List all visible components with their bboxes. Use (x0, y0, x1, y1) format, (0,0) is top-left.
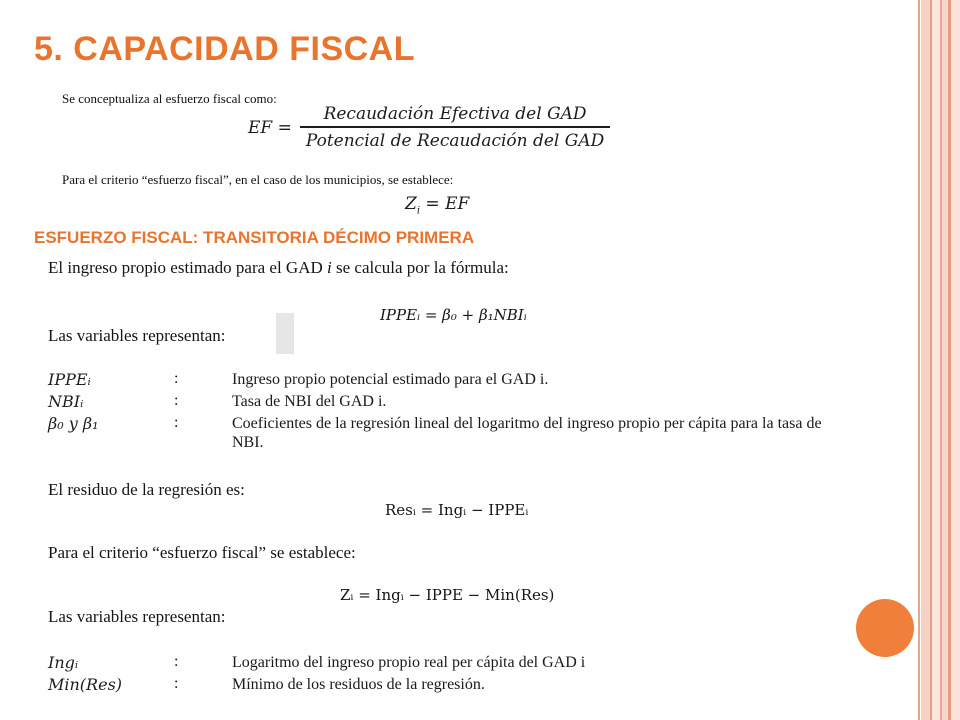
ef-formula-lhs: EF = (248, 117, 292, 138)
ef-fraction (300, 104, 610, 151)
definition-symbol: Min(Res) (48, 675, 123, 694)
definition-colon: : (174, 370, 179, 387)
intro-text: Se conceptualiza al esfuerzo fiscal como: (62, 91, 277, 106)
definition-row (48, 675, 848, 694)
criterio-text: Para el criterio “esfuerzo fiscal” se establece: (48, 543, 356, 562)
definition-colon: : (174, 414, 179, 431)
definition-symbol: NBIᵢ (48, 392, 84, 411)
side-border-band (932, 0, 940, 720)
ingreso-text-a: El ingreso propio estimado para el GAD (48, 258, 328, 277)
side-border-line (918, 0, 920, 720)
ef-formula (248, 104, 610, 151)
zi-rest: = EF (420, 194, 470, 214)
definition-desc: Mínimo de los residuos de la regresión. (232, 676, 485, 693)
ef-denominator: Potencial de Recaudación del GAD (305, 131, 605, 151)
decorative-circle (856, 599, 914, 657)
zi-formula (405, 194, 469, 216)
side-border-band (951, 0, 960, 720)
ingreso-text-b: se calcula por la fórmula: (331, 258, 509, 277)
res-formula: Resᵢ = Ingᵢ − IPPEᵢ (385, 501, 529, 519)
variables-label: Las variables representan: (48, 607, 226, 626)
definition-desc: Logaritmo del ingreso propio real per cápita del GAD i (232, 654, 586, 671)
definition-row (48, 653, 848, 672)
definition-desc: Coeficientes de la regresión lineal del logaritmo del ingreso propio per cápita para la tasa de NBI. (232, 415, 822, 451)
variables-label: Las variables representan: (48, 326, 226, 345)
definition-row (48, 414, 848, 452)
z-formula: Zᵢ = Ingᵢ − IPPE − Min(Res) (340, 586, 555, 604)
definition-row (48, 392, 848, 411)
slide-title: 5. CAPACIDAD FISCAL (34, 30, 415, 68)
definition-row (48, 370, 848, 389)
definition-desc: Tasa de NBI del GAD i. (232, 393, 387, 410)
definition-symbol: IPPEᵢ (48, 370, 91, 389)
definition-symbol: Ingᵢ (48, 653, 79, 672)
residuo-text: El residuo de la regresión es: (48, 480, 245, 499)
ippe-formula: IPPEᵢ = β₀ + β₁NBIᵢ (380, 306, 527, 324)
cursor-highlight (276, 313, 294, 354)
ef-numerator: Recaudación Efectiva del GAD (323, 104, 587, 124)
zi-subscript: i (416, 205, 421, 217)
definition-symbol: β₀ y β₁ (48, 414, 99, 433)
ingreso-text (48, 258, 509, 278)
ingreso-text-i: i (327, 258, 332, 277)
definition-colon: : (174, 392, 179, 409)
definition-colon: : (174, 653, 179, 670)
definition-colon: : (174, 675, 179, 692)
criterio-municipios-text: Para el criterio “esfuerzo fiscal”, en el caso de los municipios, se establece: (62, 172, 454, 187)
zi-z: Z (405, 194, 417, 214)
definition-desc: Ingreso propio potencial estimado para el GAD i. (232, 371, 549, 388)
section-subtitle: ESFUERZO FISCAL: TRANSITORIA DÉCIMO PRIMERA (34, 228, 475, 247)
side-border-band (921, 0, 930, 720)
